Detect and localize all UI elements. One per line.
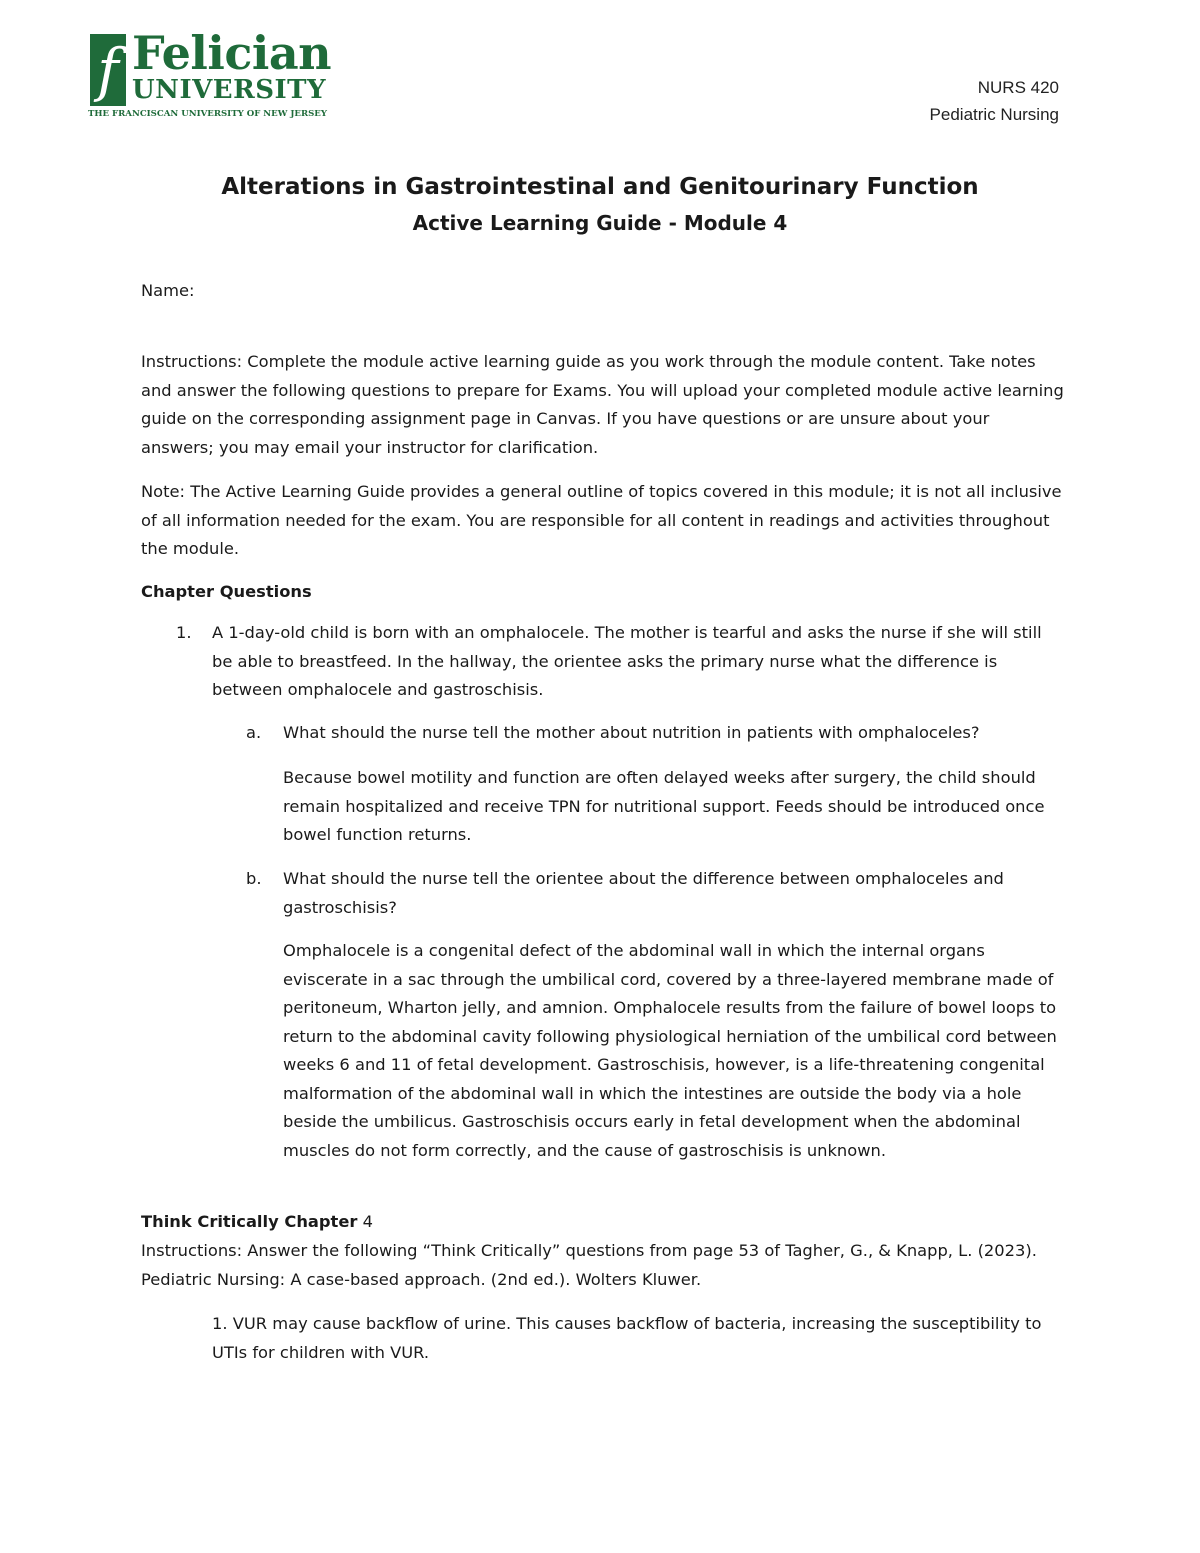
logo-tagline: THE FRANCISCAN UNIVERSITY OF NEW JERSEY [88, 109, 327, 119]
document-title: Alterations in Gastrointestinal and Genitourinary Function [221, 174, 979, 200]
chapter-questions-heading: Chapter Questions [141, 582, 312, 601]
logo-f-mark [90, 34, 126, 106]
logo-university: UNIVERSITY [132, 75, 327, 105]
think-critically-instructions: Instructions: Answer the following “Think Critically” questions from page 53 of Tagher, G., & Knapp, L. (2023). Pediatric Nursing: A case-based approach. (2nd ed.). Wolters Kluwer. [141, 1241, 1037, 1289]
think-critically-heading [141, 1208, 373, 1236]
question-1-text: A 1-day-old child is born with an omphalocele. The mother is tearful and asks the nurse if she will still be able to breastfeed. In the hallway, the orientee asks the primary nurse what the difference is between omphalocele and gastroschisis. [212, 623, 1042, 699]
logo-mark-letter: f [97, 36, 119, 104]
answer-1b: Omphalocele is a congenital defect of the abdominal wall in which the internal organs eviscerate in a sac through the umbilical cord, covered by a three-layered membrane made of peritoneum, Wharton jelly, and amnion. Omphalocele results from the failure of bowel loops to return to the abdominal cavity following physiological herniation of the umbilical cord between weeks 6 and 11 of fetal development. Gastroschisis, however, is a life-threatening congenital malformation of the abdominal wall in which the intestines are outside the body via a hole beside the umbilicus. Gastroschisis occurs early in fetal development when the abdominal muscles do not form correctly, and the cause of gastroschisis is unknown. [283, 941, 1057, 1160]
question-1b-text: What should the nurse tell the orientee about the difference between omphaloceles and gastroschisis? [283, 869, 1004, 917]
think-critically-chapter-number: 4 [357, 1212, 373, 1231]
note-paragraph: Note: The Active Learning Guide provides a general outline of topics covered in this module; it is not all inclusive of all information needed for the exam. You are responsible for all content in readings and activities throughout the module. [141, 482, 1062, 558]
question-1b-letter: b. [246, 869, 262, 888]
course-header [930, 74, 1059, 128]
document-subtitle: Active Learning Guide - Module 4 [412, 211, 788, 235]
answer-1a: Because bowel motility and function are often delayed weeks after surgery, the child should remain hospitalized and receive TPN for nutritional support. Feeds should be introduced once bowel function returns. [283, 768, 1045, 844]
think-critically-answer-1: 1. VUR may cause backflow of urine. This causes backflow of bacteria, increasing the susceptibility to UTIs for children with VUR. [212, 1314, 1042, 1362]
name-label: Name: [141, 281, 195, 300]
question-1a-text: What should the nurse tell the mother about nutrition in patients with omphaloceles? [283, 723, 980, 742]
course-name: Pediatric Nursing [929, 105, 1059, 124]
question-1a-letter: a. [246, 723, 262, 742]
felician-university-logo [86, 28, 346, 124]
instructions-paragraph: Instructions: Complete the module active learning guide as you work through the module content. Take notes and answer the following questions to prepare for Exams. You will upload your completed module active learning guide on the corresponding assignment page in Canvas. If you have questions or are unsure about your answers; you may email your instructor for clarification. [141, 352, 1064, 457]
course-code: NURS 420 [977, 78, 1059, 97]
logo-name: Felician [132, 26, 332, 80]
think-critically-heading-text: Think Critically Chapter [141, 1212, 358, 1231]
question-1-number: 1. [176, 623, 192, 642]
